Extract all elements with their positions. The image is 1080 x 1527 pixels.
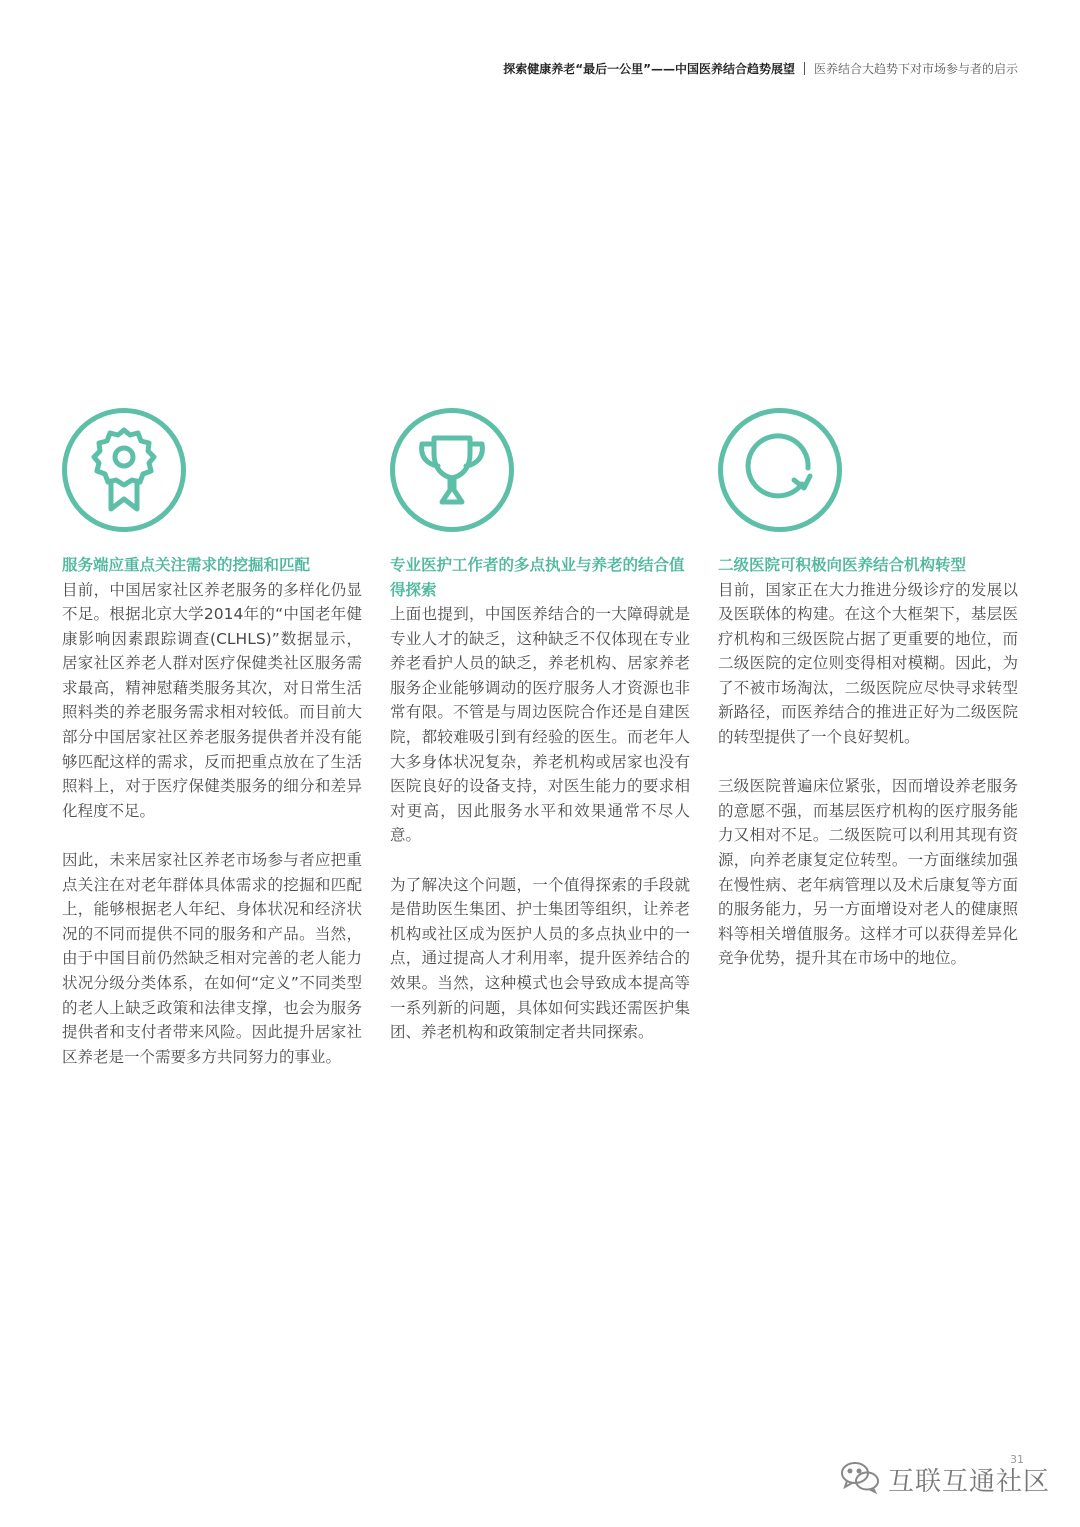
watermark-text: 互联互通社区 — [888, 1466, 1051, 1497]
body-paragraph: 为了解决这个问题，一个值得探索的手段就是借助医生集团、护士集团等组织，让养老机构或社区成为医护人员的多点执业中的一点，通过提高人才利用率，提升医养结合的效果。当然，这种模式也会导致成本提高等一系列新的问题，具体如何实践还需医护集团、养老机构和政策制定者共同探索。 — [390, 875, 690, 1042]
refresh-arrow-icon — [718, 408, 842, 532]
column-title: 二级医院可积极向医养结合机构转型 — [718, 556, 967, 574]
watermark — [840, 1460, 1050, 1498]
body-paragraph: 目前，中国居家社区养老服务的多样化仍显不足。根据北京大学2014年的“中国老年健康影响因素跟踪调查(CLHLS)”数据显示，居家社区养老人群对医疗保健类社区服务需求最高，精神慰藉类服务其次，对日常生活照料类的养老服务需求相对较低。而目前大部分中国居家社区养老服务提供者并没有能够匹配这样的需求，反而把重点放在了生活照料上，对于医疗保健类服务的细分和差异化程度不足。 — [62, 580, 362, 820]
column-multi-site-practice — [390, 408, 690, 1045]
header-divider — [804, 62, 805, 75]
body-paragraph: 因此，未来居家社区养老市场参与者应把重点关注在对老年群体具体需求的挖掘和匹配上，能够根据老人年纪、身体状况和经济状况的不同而提供不同的服务和产品。当然，由于中国目前仍然缺乏相对完善的老人能力状况分级分类体系，在如何“定义”不同类型的老人上缺乏政策和法律支撑，也会为服务提供者和支付者带来风险。因此提升居家社区养老是一个需要多方共同努力的事业。 — [62, 851, 362, 1066]
body-paragraph: 三级医院普遍床位紧张，因而增设养老服务的意愿不强，而基层医疗机构的医疗服务能力又相对不足。二级医院可以利用其现有资源，向养老康复定位转型。一方面继续加强在慢性病、老年病管理以及术后康复等方面的服务能力，另一方面增设对老人的健康照料等相关增值服务。这样才可以获得差异化竞争优势，提升其在市场中的地位。 — [718, 777, 1018, 968]
wechat-icon — [840, 1460, 880, 1498]
column-title: 专业医护工作者的多点执业与养老的结合值得探索 — [390, 556, 685, 599]
report-title: 探索健康养老“最后一公里”——中国医养结合趋势展望 — [503, 62, 795, 76]
body-paragraph: 上面也提到，中国医养结合的一大障碍就是专业人才的缺乏，这种缺乏不仅体现在专业养老看护人员的缺乏，养老机构、居家养老服务企业能够调动的医疗服务人才资源也非常有限。不管是与周边医院合作还是自建医院，都较难吸引到有经验的医生。而老年人大多身体状况复杂，养老机构或居家也没有医院良好的设备支持，对医生能力的要求相对更高，因此服务水平和效果通常不尽人意。 — [390, 605, 690, 845]
page-header — [503, 60, 1018, 77]
column-title: 服务端应重点关注需求的挖掘和匹配 — [62, 556, 311, 574]
body-paragraph: 目前，国家正在大力推进分级诊疗的发展以及医联体的构建。在这个大框架下，基层医疗机构和三级医院占据了更重要的地位，而二级医院的定位则变得相对模糊。因此，为了不被市场淘汰，二级医院应尽快寻求转型新路径，而医养结合的推进正好为二级医院的转型提供了一个良好契机。 — [718, 580, 1018, 747]
award-ribbon-icon — [62, 408, 186, 532]
column-demand-matching — [62, 408, 362, 1069]
column-secondary-hospitals — [718, 408, 1018, 971]
section-title: 医养结合大趋势下对市场参与者的启示 — [813, 62, 1018, 76]
page-number: 31 — [1010, 1453, 1024, 1466]
trophy-icon — [390, 408, 514, 532]
